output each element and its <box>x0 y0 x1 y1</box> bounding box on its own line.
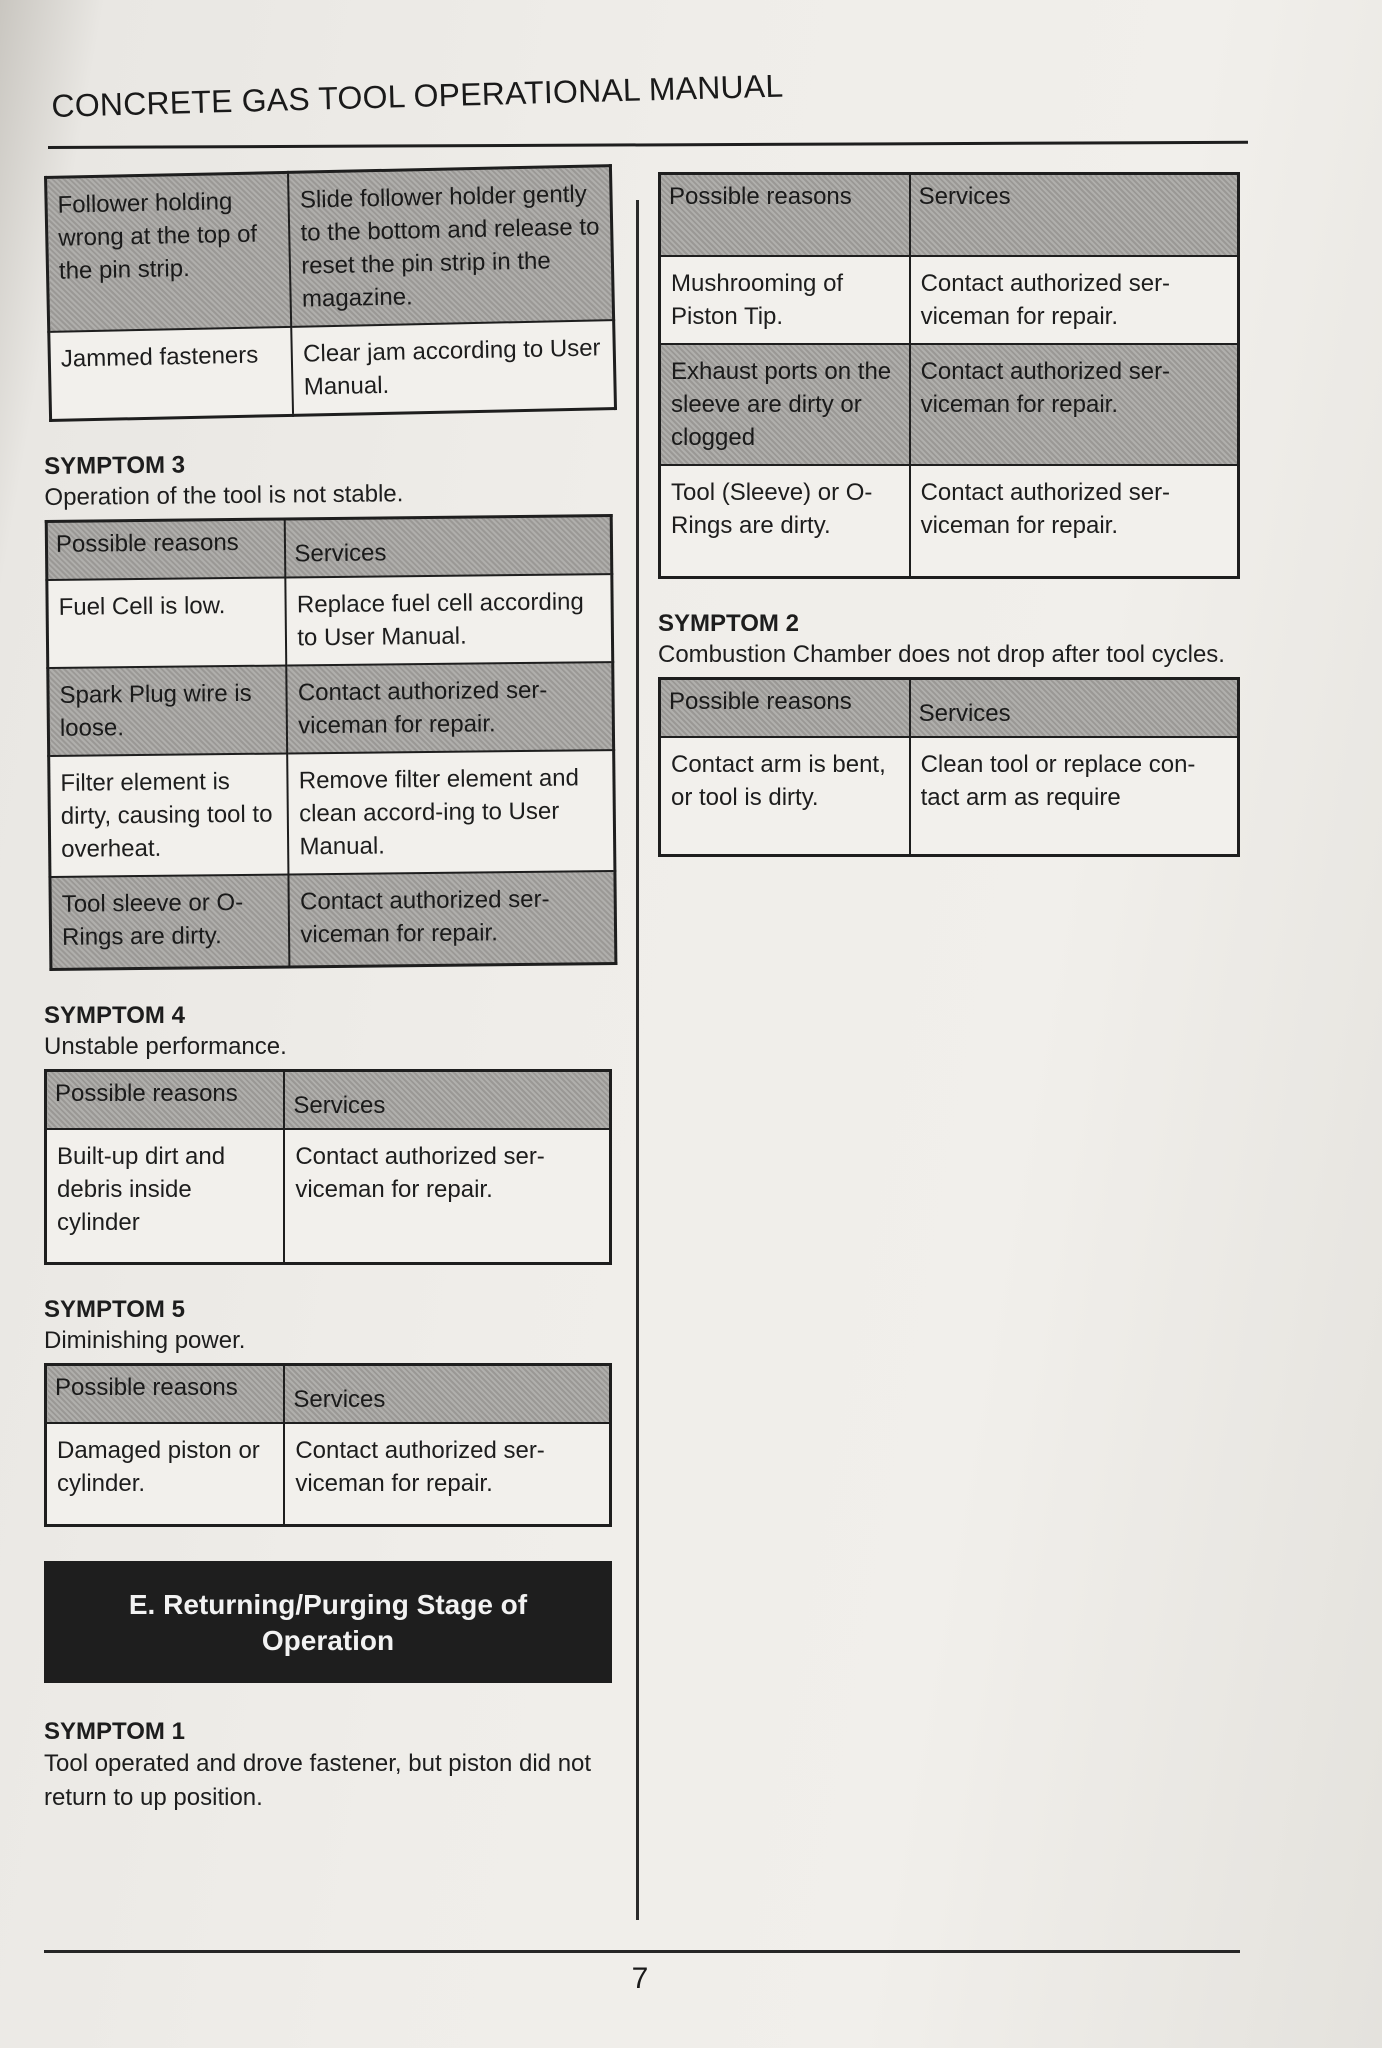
service-cell: Contact authorized ser-viceman for repair. <box>289 871 616 967</box>
symptom-description: Tool operated and drove fastener, but piston did not return to up position. <box>44 1750 592 1811</box>
reason-cell: Contact arm is bent, or tool is dirty. <box>660 737 910 856</box>
symptom-2-block <box>658 609 1240 857</box>
table-row <box>50 871 616 969</box>
table-header-row <box>660 679 1239 738</box>
reason-cell: Tool (Sleeve) or O-Rings are dirty. <box>660 465 910 578</box>
section-e-heading <box>44 1561 612 1683</box>
symptom-title: SYMPTOM 4 <box>44 1002 185 1029</box>
reason-cell: Spark Plug wire is loose. <box>48 665 288 755</box>
reason-cell: Jammed fasteners <box>49 327 294 421</box>
column-divider <box>636 200 639 1920</box>
symptom-5-table <box>44 1363 612 1527</box>
symptom-description: Unstable performance. <box>44 1033 287 1060</box>
symptom-description: Operation of the tool is not stable. <box>44 480 404 511</box>
header-reasons: Possible reasons <box>46 519 285 580</box>
symptom-title: SYMPTOM 5 <box>44 1296 185 1323</box>
table-row <box>46 166 614 332</box>
table-header-row <box>46 1071 611 1130</box>
symptom-3-block <box>44 446 617 971</box>
continued-troubleshooting-table <box>44 164 617 422</box>
table-header-row <box>46 1365 611 1424</box>
service-cell: Clean tool or replace con-tact arm as require <box>910 737 1239 856</box>
left-column <box>44 176 612 1821</box>
symptom-2-table <box>658 677 1240 857</box>
header-reasons: Possible reasons <box>660 174 910 257</box>
reason-cell: Mushrooming of Piston Tip. <box>660 256 910 344</box>
symptom-title: SYMPTOM 1 <box>44 1718 185 1745</box>
service-cell: Contact authorized ser-viceman for repair. <box>287 662 614 753</box>
table-header-row <box>660 174 1239 257</box>
service-cell: Contact authorized ser-viceman for repair. <box>284 1129 610 1264</box>
section-heading-line-2: Operation <box>261 1625 395 1656</box>
page-number: 7 <box>631 1962 649 1995</box>
table-row <box>660 344 1239 465</box>
header-rule <box>48 141 1248 149</box>
table-row <box>46 1423 611 1526</box>
reason-cell: Follower holding wrong at the top of the pin strip. <box>46 172 292 332</box>
service-cell: Clear jam according to User Manual. <box>292 320 616 415</box>
symptom-title: SYMPTOM 3 <box>44 451 186 480</box>
footer-rule <box>44 1950 1240 1953</box>
symptom-title: SYMPTOM 2 <box>658 610 799 637</box>
header-reasons: Possible reasons <box>660 679 910 738</box>
header-reasons: Possible reasons <box>46 1071 285 1130</box>
table-row <box>46 1129 611 1264</box>
service-cell: Replace fuel cell according to User Manual. <box>286 574 613 665</box>
symptom-1-table <box>658 172 1240 579</box>
symptom-4-table <box>44 1069 612 1265</box>
table-row <box>660 465 1239 578</box>
header-services: Services <box>284 1071 610 1130</box>
reason-cell: Fuel Cell is low. <box>47 577 287 667</box>
table-row <box>48 662 614 756</box>
table-header-row <box>46 516 612 580</box>
service-cell: Contact authorized ser-viceman for repair. <box>910 465 1239 578</box>
right-column <box>658 172 1240 857</box>
table-row <box>49 750 615 877</box>
symptom-3-table <box>45 514 618 971</box>
table-row <box>660 737 1239 856</box>
reason-cell: Damaged piston or cylinder. <box>46 1423 285 1526</box>
header-services: Services <box>910 679 1239 738</box>
reason-cell: Filter element is dirty, causing tool to overheat. <box>49 753 289 876</box>
header-services: Services <box>284 1365 610 1424</box>
reason-cell: Tool sleeve or O-Rings are dirty. <box>50 874 290 969</box>
page-header-title: CONCRETE GAS TOOL OPERATIONAL MANUAL <box>50 67 784 125</box>
symptom-1-block <box>44 1717 612 1815</box>
header-reasons: Possible reasons <box>46 1365 285 1424</box>
symptom-description: Combustion Chamber does not drop after tool cycles. <box>658 641 1225 668</box>
table-row <box>47 574 613 668</box>
header-services: Services <box>910 174 1239 257</box>
reason-cell: Exhaust ports on the sleeve are dirty or clogged <box>660 344 910 465</box>
service-cell: Contact authorized ser-viceman for repair. <box>910 256 1239 344</box>
header-services: Services <box>285 516 612 578</box>
symptom-description: Diminishing power. <box>44 1327 246 1354</box>
table-row <box>660 256 1239 344</box>
section-heading-line-1: E. Returning/Purging Stage of <box>128 1589 528 1620</box>
symptom-4-block <box>44 1001 612 1265</box>
service-cell: Contact authorized ser-viceman for repair. <box>910 344 1239 465</box>
service-cell: Contact authorized ser-viceman for repair. <box>284 1423 610 1526</box>
service-cell: Remove filter element and clean accord-ing to User Manual. <box>288 750 615 874</box>
table-row <box>49 320 616 420</box>
service-cell: Slide follower holder gently to the bottom and release to reset the pin strip in the magazine. <box>288 166 613 327</box>
symptom-5-block <box>44 1295 612 1527</box>
reason-cell: Built-up dirt and debris inside cylinder <box>46 1129 285 1264</box>
